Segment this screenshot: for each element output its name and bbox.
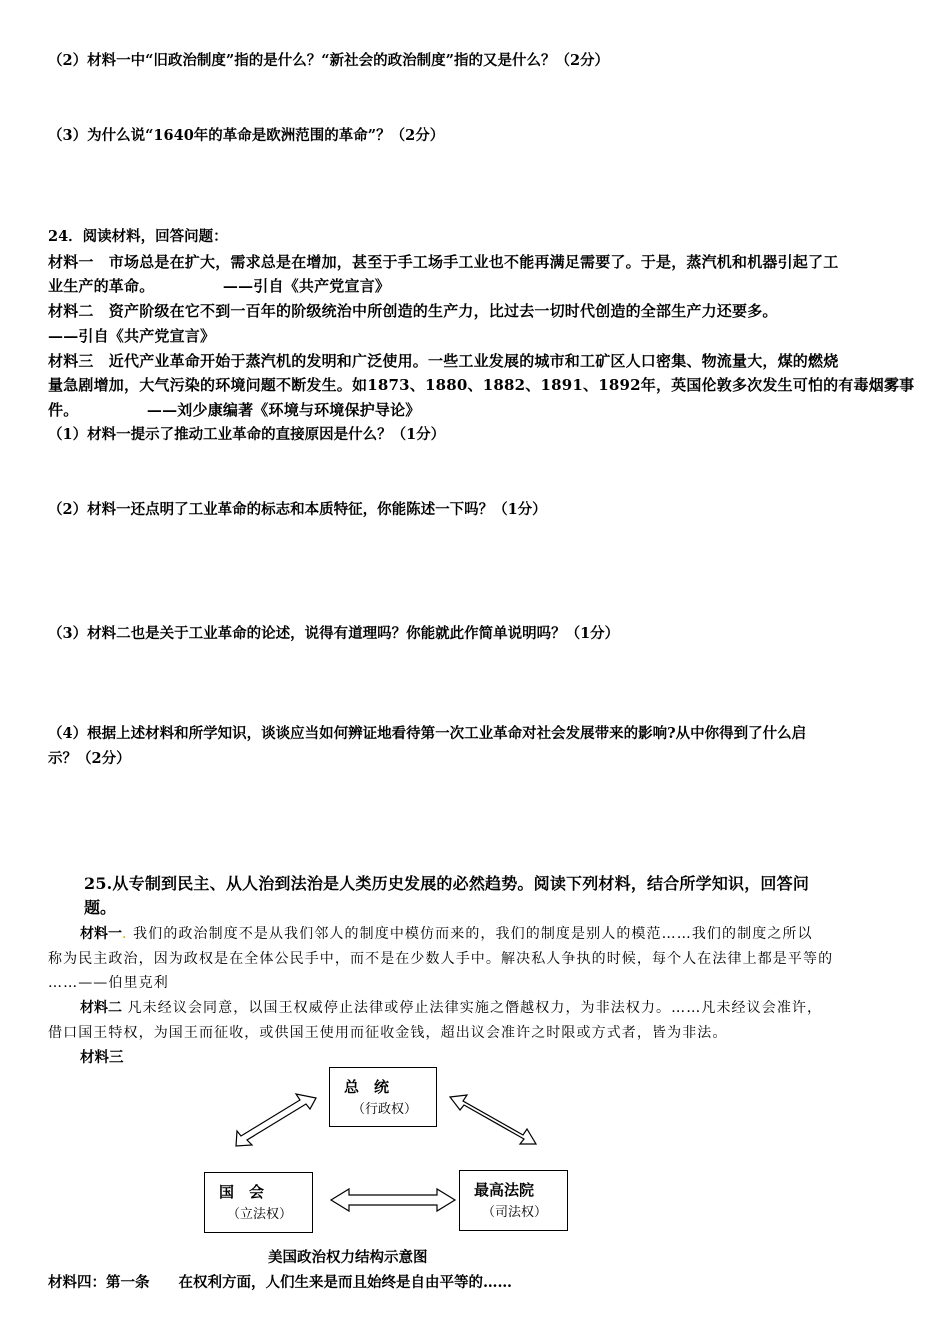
question-3-top: （3）为什么说“1640年的革命是欧洲范围的革命”？（2分） — [48, 127, 445, 144]
diagram-caption: 美国政治权力结构示意图 — [268, 1249, 428, 1266]
q24-material-2-line-1: 材料二 资产阶级在它不到一百年的阶级统治中所创造的生产力，比过去一切时代创造的全部生产力还要多。 — [48, 302, 778, 320]
q25-heading-line-2: 题。 — [84, 898, 117, 917]
q24-material-3-line-3: 件。 ——刘少康编著《环境与环境保护导论》 — [48, 401, 421, 419]
q25-material-1-label: 材料一 — [80, 926, 122, 942]
president-subtitle: （行政权） — [352, 1102, 418, 1117]
q25-material-3-label: 材料三 — [80, 1049, 124, 1066]
highlight-mark: . — [122, 926, 128, 942]
q24-sub-question-4-line-1: （4）根据上述材料和所学知识，谈谈应当如何辨证地看待第一次工业革命对社会发展带来的影响?从中你得到了什么启 — [48, 725, 807, 742]
q25-material-1-line-3: ……——伯里克利 — [48, 975, 169, 991]
q24-material-2-line-2: ——引自《共产党宣言》 — [48, 327, 216, 345]
q24-material-1-line-2: 业生产的革命。 ——引自《共产党宣言》 — [48, 277, 391, 295]
q25-material-4: 材料四：第一条 在权利方面，人们生来是而且始终是自由平等的…… — [48, 1274, 512, 1291]
q24-sub-question-4-line-2: 示？（2分） — [48, 750, 131, 767]
supreme-court-title: 最高法院 — [474, 1181, 535, 1199]
q24-sub-question-1: （1）材料一提示了推动工业革命的直接原因是什么？（1分） — [48, 426, 446, 443]
q25-material-2-text-1: 凡未经议会同意，以国王权威停止法律或停止法律实施之僭越权力，为非法权力。……凡未经议会准许， — [127, 1000, 823, 1016]
q24-material-3-line-2: 量急剧增加，大气污染的环境问题不断发生。如1873、1880、1882、1891、1892年，英国伦敦多次发生可怕的有毒烟雾事 — [48, 376, 915, 394]
congress-box — [204, 1172, 313, 1233]
q24-material-3-line-1: 材料三 近代产业革命开始于蒸汽机的发明和广泛使用。一些工业发展的城市和工矿区人口密集、物流量大，煤的燃烧 — [48, 352, 839, 370]
q25-material-2-line-2: 借口国王特权，为国王而征收，或供国王使用而征收金钱，超出议会准许之时限或方式者，皆为非法。 — [48, 1025, 728, 1041]
q25-material-1-line-2: 称为民主政治，因为政权是在全体公民手中，而不是在少数人手中。解决私人争执的时候，每个人在法律上都是平等的 — [48, 951, 834, 967]
q25-material-1-text-1: 我们的政治制度不是从我们邻人的制度中模仿而来的，我们的制度是别人的模范……我们的制度之所以 — [133, 926, 813, 942]
congress-subtitle: （立法权） — [227, 1207, 293, 1222]
arrow-president-court — [450, 1095, 536, 1144]
question-2-top: （2）材料一中“旧政治制度”指的是什么？“新社会的政治制度”指的又是什么？（2分） — [48, 52, 610, 69]
congress-title: 国 会 — [219, 1183, 265, 1201]
president-title: 总 统 — [344, 1078, 390, 1096]
q24-sub-question-2: （2）材料一还点明了工业革命的标志和本质特征，你能陈述一下吗？（1分） — [48, 501, 547, 518]
q24-material-1-line-1: 材料一 市场总是在扩大，需求总是在增加，甚至于手工场手工业也不能再满足需要了。于是，蒸汽机和机器引起了工 — [48, 253, 839, 271]
president-box — [329, 1067, 437, 1127]
q24-heading: 24．阅读材料，回答问题： — [48, 228, 228, 245]
arrow-president-congress — [236, 1094, 316, 1146]
arrow-congress-court — [331, 1189, 455, 1211]
q25-material-2-label: 材料二 — [80, 1000, 122, 1016]
q24-sub-question-3: （3）材料二也是关于工业革命的论述，说得有道理吗？你能就此作简单说明吗？（1分） — [48, 625, 620, 642]
supreme-court-subtitle: （司法权） — [482, 1205, 548, 1220]
q25-heading-line-1: 25.从专制到民主、从人治到法治是人类历史发展的必然趋势。阅读下列材料，结合所学知识，回答问 — [84, 874, 810, 893]
supreme-court-box — [459, 1170, 568, 1231]
